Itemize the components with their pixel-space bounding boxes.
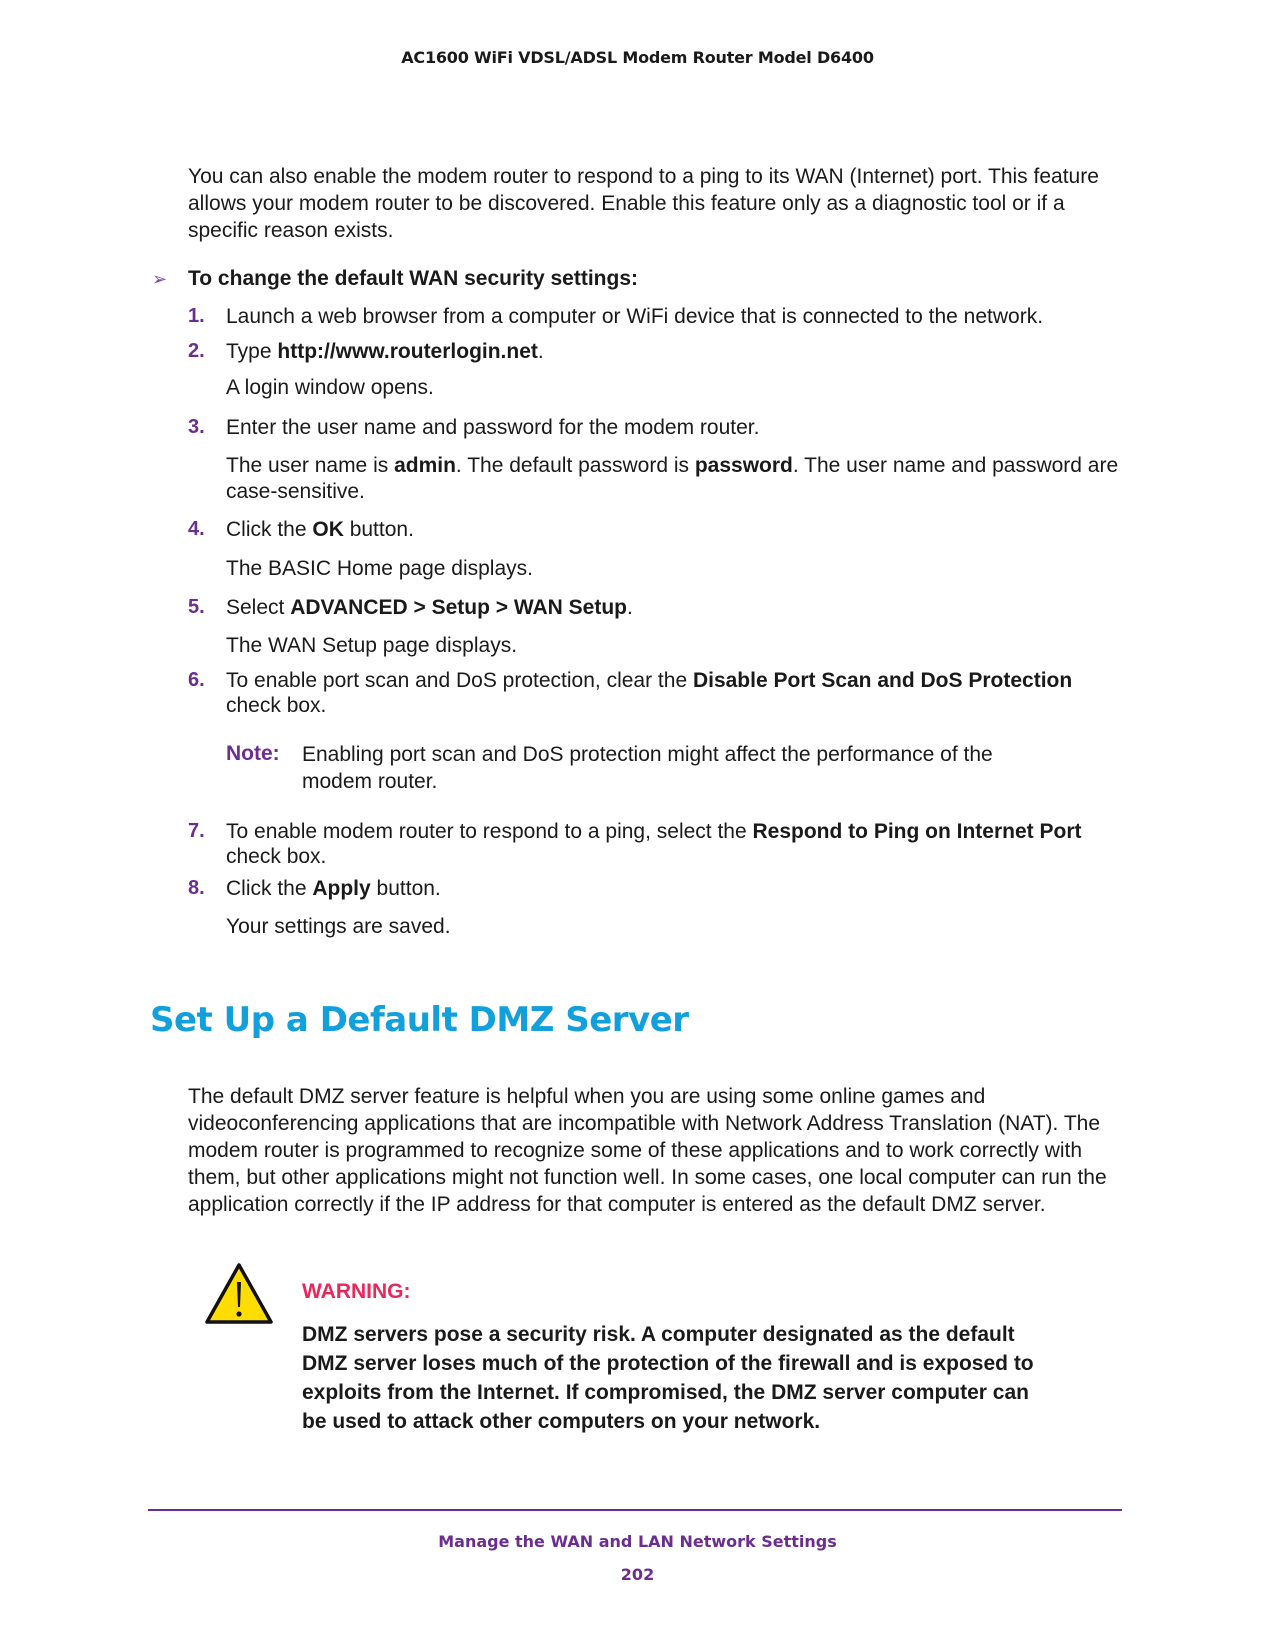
- warning-text: DMZ servers pose a security risk. A computer designated as the default DMZ server loses much of the protection of the firewall and is exposed to exploits from the Internet. If compromised, the DMZ server computer can be used to attack other computers on your network.: [302, 1323, 1034, 1433]
- step-detail: The user name is admin. The default password is password. The user name and password are case-sensitive.: [226, 454, 1119, 503]
- warning-label: WARNING:: [302, 1280, 411, 1303]
- step-result: The WAN Setup page displays.: [226, 634, 518, 657]
- footer-divider: [148, 1509, 1122, 1511]
- step-result: Your settings are saved.: [226, 915, 451, 938]
- procedure-heading: [152, 267, 638, 291]
- section-heading: Set Up a Default DMZ Server: [150, 1000, 689, 1040]
- step-number: 7.: [188, 820, 205, 842]
- warning-triangle-icon: [204, 1262, 274, 1326]
- page-number: 202: [620, 1565, 655, 1584]
- note-label: Note:: [226, 742, 280, 765]
- step-text: Launch a web browser from a computer or WiFi device that is connected to the network.: [226, 305, 1044, 328]
- step-text: Select ADVANCED > Setup > WAN Setup.: [226, 596, 633, 619]
- note-text: Enabling port scan and DoS protection might affect the performance of the modem router.: [302, 743, 993, 793]
- step-number: 1.: [188, 305, 205, 327]
- procedure-title: To change the default WAN security settings:: [188, 267, 639, 290]
- step-number: 8.: [188, 877, 205, 899]
- step-number: 3.: [188, 416, 205, 438]
- url-text: http://www.routerlogin.net: [277, 340, 538, 363]
- intro-paragraph: You can also enable the modem router to respond to a ping to its WAN (Internet) port. This feature allows your modem router to be discovered. Enable this feature only as a diagnostic tool or if a specific reason exists.: [188, 165, 1099, 242]
- step-text: Enter the user name and password for the modem router.: [226, 416, 760, 439]
- step-result: The BASIC Home page displays.: [226, 557, 533, 580]
- step-text: To enable modem router to respond to a ping, select the Respond to Ping on Internet Port check box.: [226, 820, 1082, 868]
- footer-chapter-title: Manage the WAN and LAN Network Settings: [438, 1532, 837, 1551]
- step-text: Type http://www.routerlogin.net.: [226, 340, 544, 363]
- step-text: Click the OK button.: [226, 518, 414, 541]
- step-text: Click the Apply button.: [226, 877, 441, 900]
- step-text: To enable port scan and DoS protection, clear the Disable Port Scan and DoS Protection check box.: [226, 669, 1073, 717]
- arrow-bullet-icon: ➢: [152, 269, 168, 289]
- dmz-paragraph: The default DMZ server feature is helpful when you are using some online games and videoconferencing applications that are incompatible with Network Address Translation (NAT). The modem router is programmed to recognize some of these applications and to work correctly with them, but other applications might not function well. In some cases, one local computer can run the application correctly if the IP address for that computer is entered as the default DMZ server.: [188, 1085, 1107, 1216]
- step-number: 4.: [188, 518, 205, 540]
- step-result: A login window opens.: [226, 376, 434, 399]
- running-header: AC1600 WiFi VDSL/ADSL Modem Router Model D6400: [401, 48, 874, 67]
- step-number: 6.: [188, 669, 205, 691]
- step-number: 2.: [188, 340, 205, 362]
- step-number: 5.: [188, 596, 205, 618]
